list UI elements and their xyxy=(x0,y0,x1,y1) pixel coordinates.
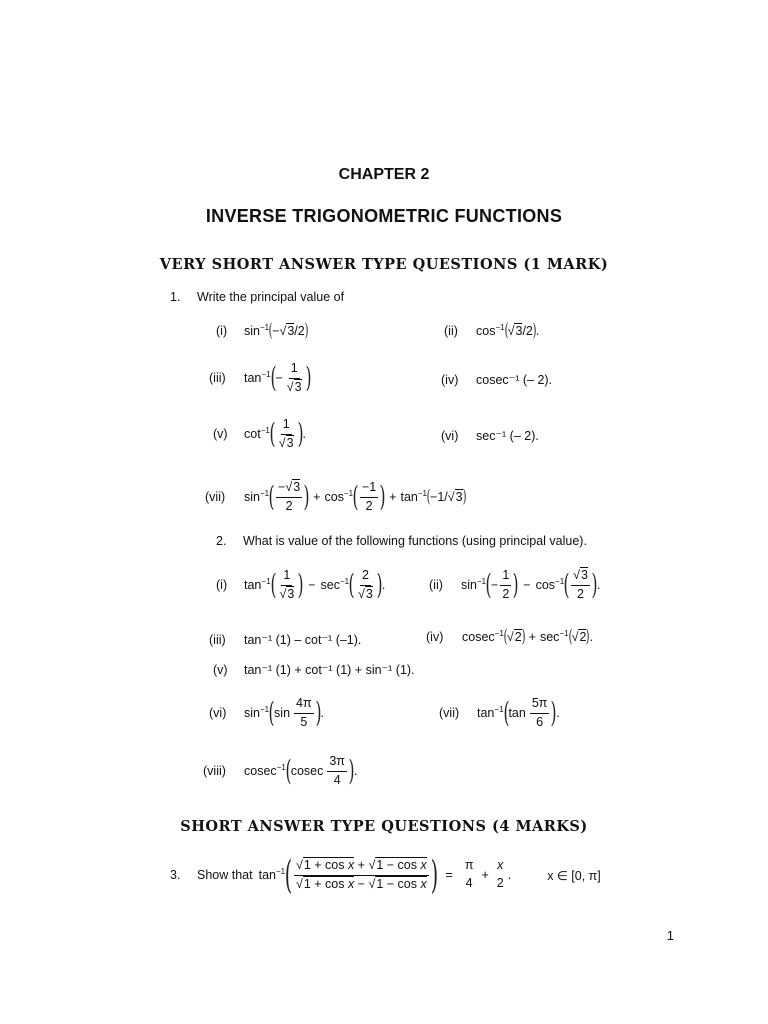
question-3: 3. Show that $\tan^{-1}$ ( $\frac{\text{√1 + cos x + √1 − cos x}}{\text{√1 + cos x − √1 − cos x}}$ ) = π 4 + x 2 . x ∈ [0, π] xyxy=(170,853,601,897)
question-3-number: 3. xyxy=(170,868,181,882)
item-label: (iii) xyxy=(209,371,226,386)
q1-iv-expression: cosec⁻¹ (– 2). xyxy=(476,373,553,387)
item-label: (vii) xyxy=(439,706,460,721)
q1-vi-expression: sec⁻¹ (– 2). xyxy=(476,429,539,443)
q2-item-vi: (vi) $\sin^{-1}$ ( sin $\frac{4\pi}{5}$ ) . xyxy=(209,696,325,730)
question-3-text: Show that xyxy=(197,868,253,882)
q1-item-vii: (vii) $\sin^{-1}$ ( $\frac{-√3}{2}$ ) + $\cos^{-1}$ ( $\frac{-1}{2}$ ) + $\tan^{-1}$ ( −1/√3 ) xyxy=(205,480,467,514)
item-label: (v) xyxy=(213,427,228,442)
item-label: (iv) xyxy=(441,372,459,387)
question-1-number: 1. xyxy=(170,290,181,304)
q1-item-iv xyxy=(441,372,552,387)
q2-v-expression: tan⁻¹ (1) + cot⁻¹ (1) + sin⁻¹ (1). xyxy=(244,663,415,677)
question-3-domain: x ∈ [0, π] xyxy=(547,868,601,883)
q2-item-vii: (vii) $\tan^{-1}$ ( tan $\frac{5\pi}{6}$ ) . xyxy=(439,696,560,730)
q2-item-viii: (viii) cosec$^{-1}$ ( cosec $\frac{3\pi}{4}$ ) . xyxy=(203,754,358,788)
item-label: (iv) xyxy=(426,630,444,644)
item-label: (vi) xyxy=(209,706,227,721)
item-label: (iii) xyxy=(209,632,226,647)
q2-item-v xyxy=(213,662,415,677)
item-label: (v) xyxy=(213,662,228,677)
question-1-text: Write the principal value of xyxy=(197,290,345,304)
q1-item-v: (v) $\cot^{-1}$ ( $\frac{1}{√3}$ ) . xyxy=(213,417,306,451)
question-2-number: 2. xyxy=(216,534,227,548)
section-heading-very-short: VERY SHORT ANSWER TYPE QUESTIONS (1 MARK) xyxy=(159,256,609,273)
q1-item-iii: (iii) $\tan^{-1}$ ( − $\frac{1}{√3}$ ) xyxy=(209,361,312,395)
item-label: (vii) xyxy=(205,490,226,505)
q1-item-i: (i) $\sin^{-1}$ ( −√3/2 ) xyxy=(216,320,309,341)
page-title: INVERSE TRIGONOMETRIC FUNCTIONS xyxy=(205,206,563,226)
question-2-text: What is value of the following functions (using principal value). xyxy=(243,534,587,548)
q2-item-ii: (ii) $\sin^{-1}$ ( − $\frac{1}{2}$ ) − $\cos^{-1}$ ( $\frac{√3}{2}$ ) . xyxy=(429,568,601,602)
q2-item-i: (i) $\tan^{-1}$ ( $\frac{1}{√3}$ ) − $\sec^{-1}$ ( $\frac{2}{√3}$ ) . xyxy=(216,568,386,602)
q1-item-ii: (ii) $\cos^{-1}$ ( √3/2 ) . xyxy=(444,320,540,341)
item-label: (ii) xyxy=(429,578,443,593)
q2-item-iv: (iv) cosec$^{-1}$ ( √2 ) + $\sec^{-1}$ ( √2 ) . xyxy=(426,626,593,647)
chapter-heading: CHAPTER 2 xyxy=(338,166,430,183)
section-heading-short: SHORT ANSWER TYPE QUESTIONS (4 MARKS) xyxy=(180,818,588,835)
page-number: 1 xyxy=(666,928,674,943)
q2-item-iii xyxy=(209,632,361,647)
q1-item-vi xyxy=(441,428,539,443)
item-label: (ii) xyxy=(444,324,458,338)
item-label: (i) xyxy=(216,578,228,593)
item-label: (vi) xyxy=(441,428,459,443)
item-label: (i) xyxy=(216,324,228,338)
q2-iii-expression: tan⁻¹ (1) – cot⁻¹ (–1). xyxy=(244,633,362,647)
item-label: (viii) xyxy=(203,764,226,779)
